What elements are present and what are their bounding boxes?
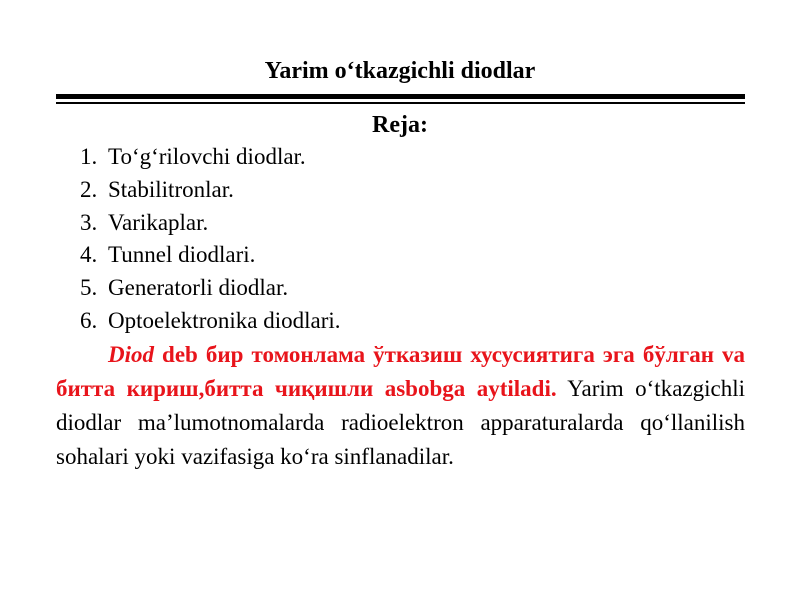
plan-list — [80, 141, 341, 338]
plan-item — [80, 239, 341, 272]
plan-item-text: Stabilitronlar. — [108, 176, 234, 202]
defined-term: Diod — [108, 342, 154, 367]
plan-item-number: 5. — [80, 275, 98, 301]
definition-paragraph — [56, 338, 745, 474]
page-title: Yarim oʻtkazgichli diodlar — [264, 58, 536, 84]
plan-item — [80, 141, 341, 174]
plan-item-text: Toʻgʻrilovchi diodlar. — [108, 144, 306, 169]
plan-item-number: 4. — [80, 242, 98, 268]
plan-item-number: 3. — [80, 209, 98, 235]
plan-item-number: 2. — [80, 176, 98, 202]
title-divider-thin — [56, 102, 745, 104]
paragraph-body: Yarim oʻtkazgichli diodlar maʼlumotnomalarda radioelektron apparaturalarda qoʻllanilish sohalari yoki vazifasiga koʻra sinflanadilar. — [56, 376, 745, 469]
title-divider-thick — [56, 94, 745, 99]
plan-item — [80, 272, 341, 305]
plan-item-text: Varikaplar. — [108, 209, 209, 235]
plan-item — [80, 305, 341, 338]
plan-item-text: Tunnel diodlari. — [108, 242, 256, 268]
plan-item-number: 6. — [80, 307, 98, 333]
plan-item-text: Generatorli diodlar. — [108, 275, 289, 301]
plan-item-text: Optoelektronika diodlari. — [108, 307, 341, 333]
plan-item — [80, 207, 341, 240]
definition-text: deb бир томонлама ўтказиш хусусиятига эга бўлган va битта кириш,битта чиқишли asbobga aytiladi. — [56, 342, 745, 401]
plan-heading: Reja: — [372, 112, 428, 138]
plan-item — [80, 174, 341, 207]
plan-item-number: 1. — [80, 144, 98, 169]
